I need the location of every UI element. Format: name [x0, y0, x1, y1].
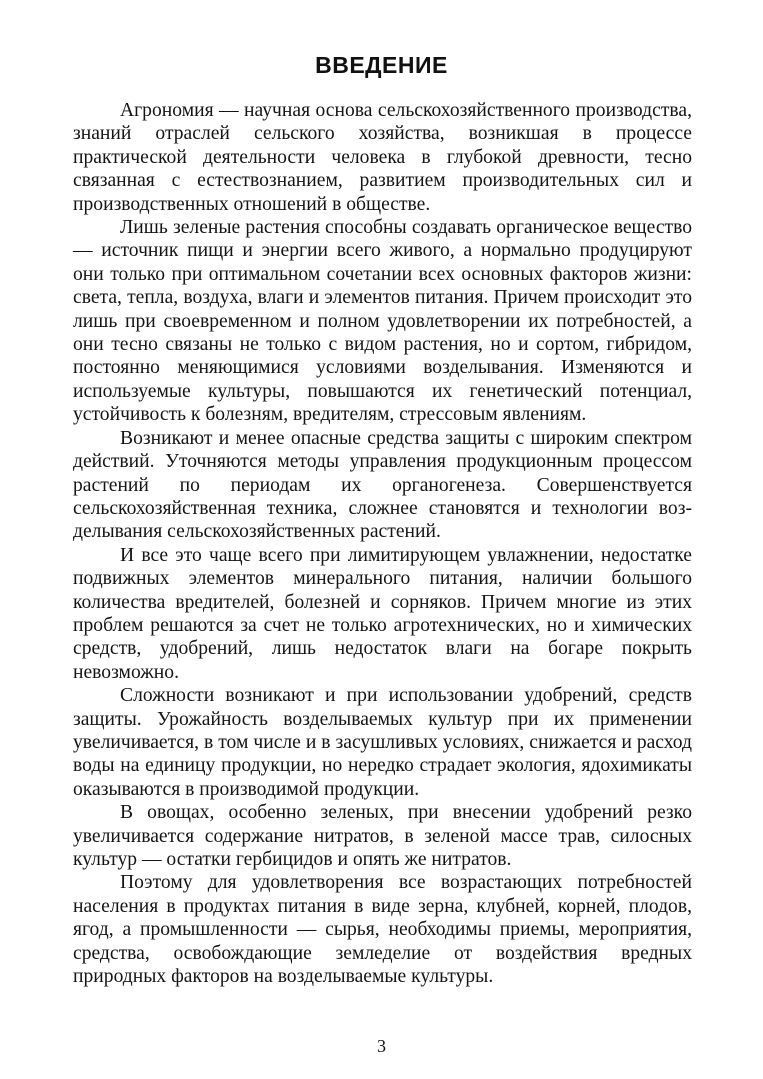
paragraph-5: Сложности возникают и при использовании удобрений, средств защиты. Урожайность возделываемых культур при их применении увеличивается, в том числе и в засушливых условиях, снижается и расход воды на единицу продукции, но нередко страдает экология, ядохимикаты оказываются в производимой продукции. [73, 685, 692, 800]
paragraph-1: Агрономия — научная основа сельскохозяйственного производства, знаний отраслей сельского хозяйства, возникшая в процессе практической деятельности человека в глубокой древности, тесно связанная с естествознанием, развитием производительных сил и производственных отношений в обществе. [73, 100, 692, 215]
paragraph-2: Лишь зеленые растения способны создавать органическое вещество — источник пищи и энергии всего живого, а нормально продуцируют они только при оптимальном сочетании всех основных факторов жизни: света, тепла, воздуха, влаги и элементов питания. Причем происходит это лишь при своевременном и полном удовлетворении их потребностей, а они тесно связаны не только с видом растения, но и сортом, гибридом, постоянно меняющимися условиями возделывания. Изменяются и используемые культуры, повышаются их генетический потенциал, устойчивость к болезням, вредителям, стрессовым явлениям. [73, 217, 692, 426]
page-number: 3 [377, 1036, 386, 1056]
body-text [73, 99, 692, 988]
page-title: ВВЕДЕНИЕ [315, 52, 448, 78]
paragraph-7: Поэтому для удовлетворения все возрастающих потребностей населения в продуктах питания в виде зерна, клубней, корней, плодов, ягод, а промышленности — сырья, необходимы приемы, мероприятия, средства, освобождающие земледелие от воздействия вредных природных факторов на возделываемые культуры. [73, 872, 692, 988]
paragraph-4: И все это чаще всего при лимитирующем увлажнении, недостатке подвижных элементов минерального питания, наличии большого количества вредителей, болезней и сорняков. Причем многие из этих проблем решаются за счет не только агротехнических, но и химических средств, удобрений, лишь недостаток влаги на богаре покрыть невозможно. [73, 544, 692, 683]
paragraph-6: В овощах, особенно зеленых, при внесении удобрений резко увеличивается содержание нитратов, в зеленой массе трав, силосных культур — остатки гербицидов и опять же нитратов. [73, 802, 692, 870]
paragraph-3: Возникают и менее опасные средства защиты с широким спектром действий. Уточняются методы управления продукционным процессом растений по периодам их органогенеза. Совершенствуется сельскохозяйственная техника, сложнее становятся и технологии возделывания сельскохозяйственных растений. [73, 427, 692, 543]
